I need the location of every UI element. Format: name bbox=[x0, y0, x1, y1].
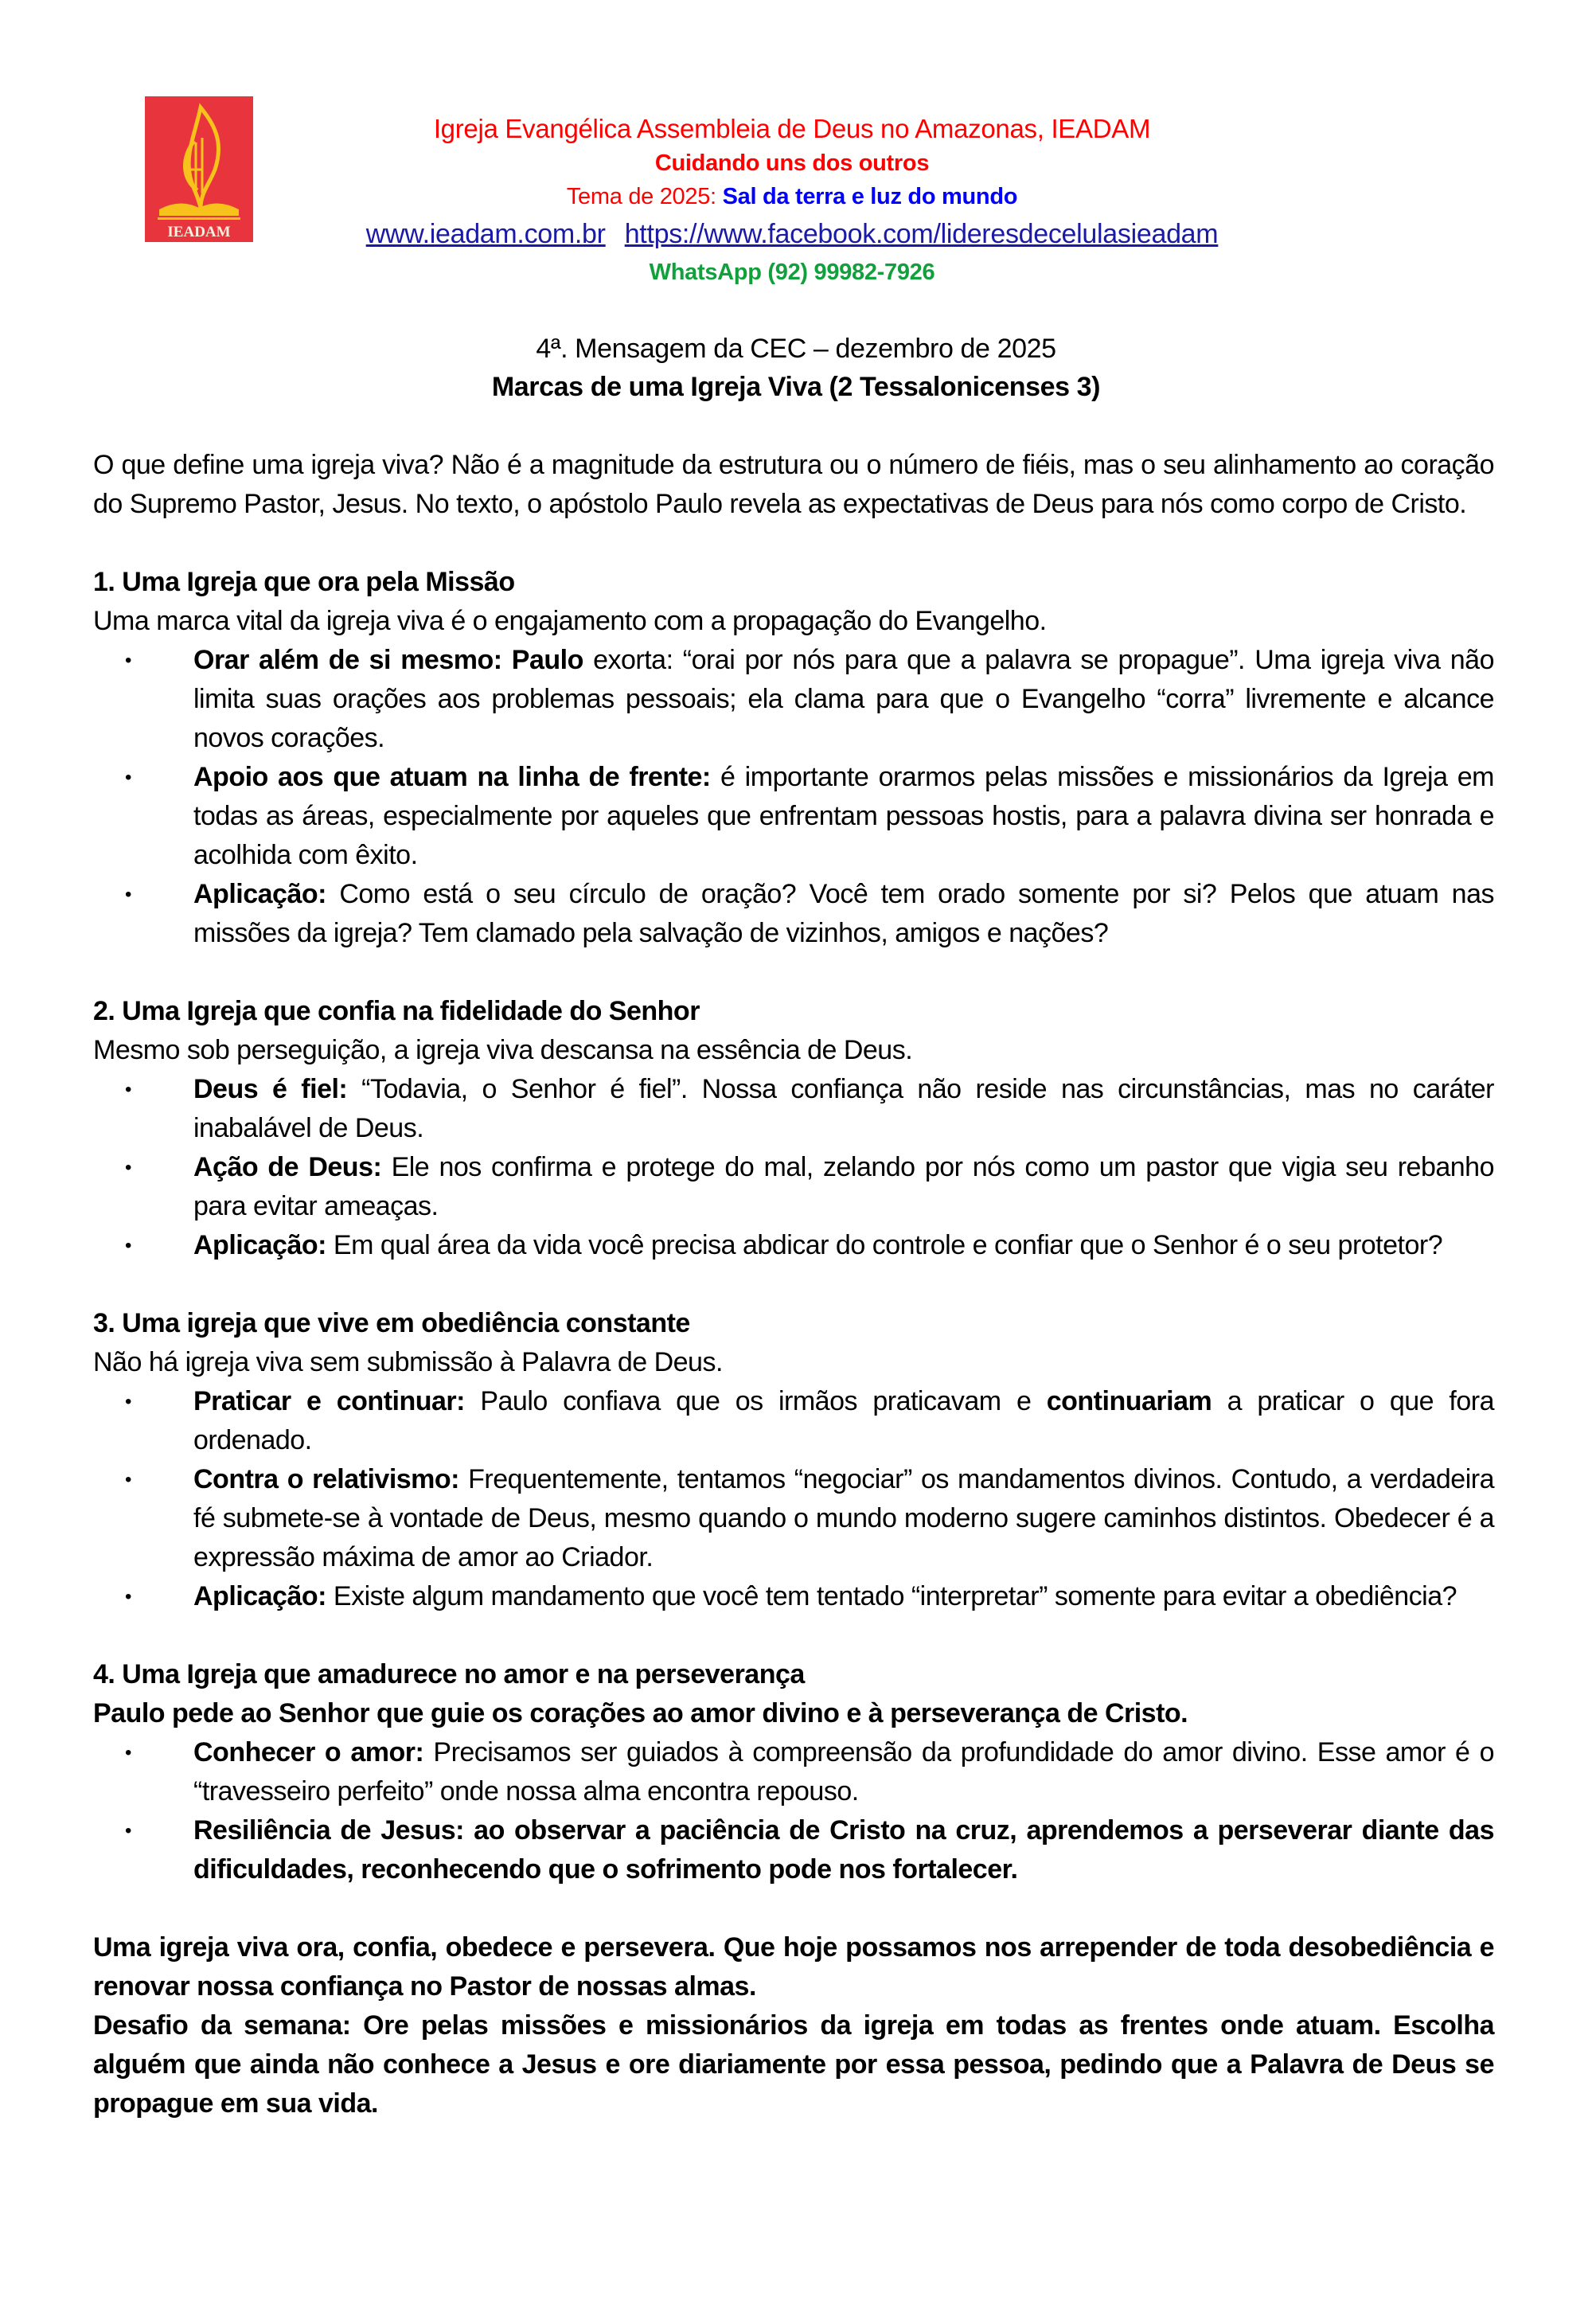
bullet-label: Orar além de si mesmo: Paulo bbox=[193, 645, 583, 675]
bullet-label: Resiliência de Jesus: ao observar a paciência de Cristo na cruz, aprendemos a perseverar diante das dificuldades, reconhecendo que o sofrimento pode nos fortalecer. bbox=[193, 1815, 1494, 1885]
message-subtitle: 4ª. Mensagem da CEC – dezembro de 2025 bbox=[536, 334, 1056, 364]
bullet-text: é importante orarmos pelas missões e missionários da Igreja em todas as áreas, especialmente por aqueles que enfrentam pessoas hostis, para a palavra divina ser honrada e acolhida com êxito. bbox=[193, 762, 1494, 870]
section-lead: Uma marca vital da igreja viva é o engajamento com a propagação do Evangelho. bbox=[93, 606, 1047, 636]
bullet-item bbox=[193, 641, 1494, 758]
weekly-challenge: Desafio da semana: Ore pelas missões e missionários da igreja em todas as frentes onde atuam. Escolha alguém que ainda não conhece a Jesus e ore diariamente por essa pessoa, pedindo que a Palavra de Deus se propague em sua vida. bbox=[93, 2010, 1494, 2119]
section-lead: Paulo pede ao Senhor que guie os corações ao amor divino e à perseverança de Cristo. bbox=[93, 1698, 1188, 1728]
bullet-emphasis: continuariam bbox=[1046, 1386, 1212, 1416]
bullet-label: Ação de Deus: bbox=[193, 1152, 382, 1182]
section-2 bbox=[93, 992, 1494, 1265]
bullet-label: Apoio aos que atuam na linha de frente: bbox=[193, 762, 711, 792]
bullet-label: Aplicação: bbox=[193, 1230, 326, 1260]
bullet-text: Em qual área da vida você precisa abdicar do controle e confiar que o Senhor é o seu protetor? bbox=[326, 1230, 1443, 1260]
bullet-text: Como está o seu círculo de oração? Você tem orado somente por si? Pelos que atuam nas missões da igreja? Tem clamado pela salvação de vizinhos, amigos e nações? bbox=[193, 879, 1494, 948]
bullet-item bbox=[193, 1148, 1494, 1226]
section-title: 1. Uma Igreja que ora pela Missão bbox=[93, 567, 515, 597]
section-title: 2. Uma Igreja que confia na fidelidade do Senhor bbox=[93, 996, 700, 1026]
section-lead: Não há igreja viva sem submissão à Palavra de Deus. bbox=[93, 1347, 723, 1377]
section-title: 3. Uma igreja que vive em obediência constante bbox=[93, 1308, 690, 1338]
bullet-text: Frequentemente, tentamos “negociar” os mandamentos divinos. Contudo, a verdadeira fé submete-se à vontade de Deus, mesmo quando o mundo moderno sugere caminhos distintos. Obedecer é a expressão máxima de amor ao Criador. bbox=[193, 1464, 1494, 1572]
bullet-label: Aplicação: bbox=[193, 879, 326, 909]
bullet-item bbox=[193, 1070, 1494, 1148]
bullet-text: exorta: “orai por nós para que a palavra se propague”. Uma igreja viva não limita suas orações aos problemas pessoais; ela clama para que o Evangelho “corra” livremente e alcance novos corações. bbox=[193, 645, 1494, 753]
slogan: Cuidando uns dos outros bbox=[654, 150, 930, 176]
document-body bbox=[93, 446, 1494, 2123]
theme-label: Tema de 2025: bbox=[566, 184, 716, 209]
section-1 bbox=[93, 563, 1494, 953]
bullet-item bbox=[193, 1460, 1494, 1577]
bullet-item bbox=[193, 1811, 1494, 1889]
bullet-text: “Todavia, o Senhor é fiel”. Nossa confiança não reside nas circunstâncias, mas no caráter inabalável de Deus. bbox=[193, 1074, 1495, 1143]
bullet-item bbox=[193, 1577, 1494, 1616]
bullet-label: Conhecer o amor: bbox=[193, 1737, 424, 1767]
bullet-list bbox=[93, 1382, 1494, 1616]
theme-value: Sal da terra e luz do mundo bbox=[722, 184, 1018, 209]
bullet-list bbox=[93, 641, 1494, 953]
section-3 bbox=[93, 1304, 1494, 1616]
bullet-text: a praticar o que fora ordenado. bbox=[193, 1386, 1494, 1455]
intro-paragraph: O que define uma igreja viva? Não é a magnitude da estrutura ou o número de fiéis, mas o seu alinhamento ao coração do Supremo Pastor, Jesus. No texto, o apóstolo Paulo revela as expectativas de Deus para nós como corpo de Cristo. bbox=[93, 450, 1494, 519]
bullet-label: Aplicação: bbox=[193, 1581, 326, 1611]
bullet-text: Ele nos confirma e protege do mal, zelando por nós como um pastor que vigia seu rebanho para evitar ameaças. bbox=[193, 1152, 1494, 1221]
facebook-link[interactable]: https://www.facebook.com/lideresdecelulasieadam bbox=[624, 219, 1219, 249]
bullet-item bbox=[193, 1733, 1494, 1811]
bullet-text: Existe algum mandamento que você tem tentado “interpretar” somente para evitar a obediência? bbox=[326, 1581, 1457, 1611]
bullet-list bbox=[93, 1070, 1494, 1265]
bullet-item bbox=[193, 758, 1494, 875]
bullet-label: Praticar e continuar: bbox=[193, 1386, 465, 1416]
bullet-item bbox=[193, 875, 1494, 953]
bullet-item bbox=[193, 1226, 1494, 1265]
bullet-text: Paulo confiava que os irmãos praticavam e bbox=[464, 1386, 1047, 1416]
ieadam-logo-icon bbox=[145, 96, 253, 242]
bullet-list bbox=[93, 1733, 1494, 1889]
bullet-item bbox=[193, 1382, 1494, 1460]
bullet-label: Deus é fiel: bbox=[193, 1074, 348, 1104]
section-title: 4. Uma Igreja que amadurece no amor e na perseverança bbox=[93, 1659, 805, 1689]
org-name: Igreja Evangélica Assembleia de Deus no Amazonas, IEADAM bbox=[433, 114, 1151, 143]
website-link[interactable]: www.ieadam.com.br bbox=[365, 219, 606, 249]
svg-text:IEADAM: IEADAM bbox=[167, 224, 231, 240]
whatsapp-contact: WhatsApp (92) 99982-7926 bbox=[649, 260, 935, 285]
theme-line bbox=[263, 181, 1321, 213]
message-title: Marcas de uma Igreja Viva (2 Tessalonicenses 3) bbox=[491, 372, 1101, 402]
bullet-text: Precisamos ser guiados à compreensão da profundidade do amor divino. Esse amor é o “travesseiro perfeito” onde nossa alma encontra repouso. bbox=[193, 1737, 1494, 1806]
section-4 bbox=[93, 1655, 1494, 1889]
section-lead: Mesmo sob perseguição, a igreja viva descansa na essência de Deus. bbox=[93, 1035, 913, 1065]
links-line bbox=[263, 218, 1321, 250]
bullet-label: Contra o relativismo: bbox=[193, 1464, 459, 1494]
closing-paragraph: Uma igreja viva ora, confia, obedece e persevera. Que hoje possamos nos arrepender de toda desobediência e renovar nossa confiança no Pastor de nossas almas. bbox=[93, 1932, 1494, 2002]
